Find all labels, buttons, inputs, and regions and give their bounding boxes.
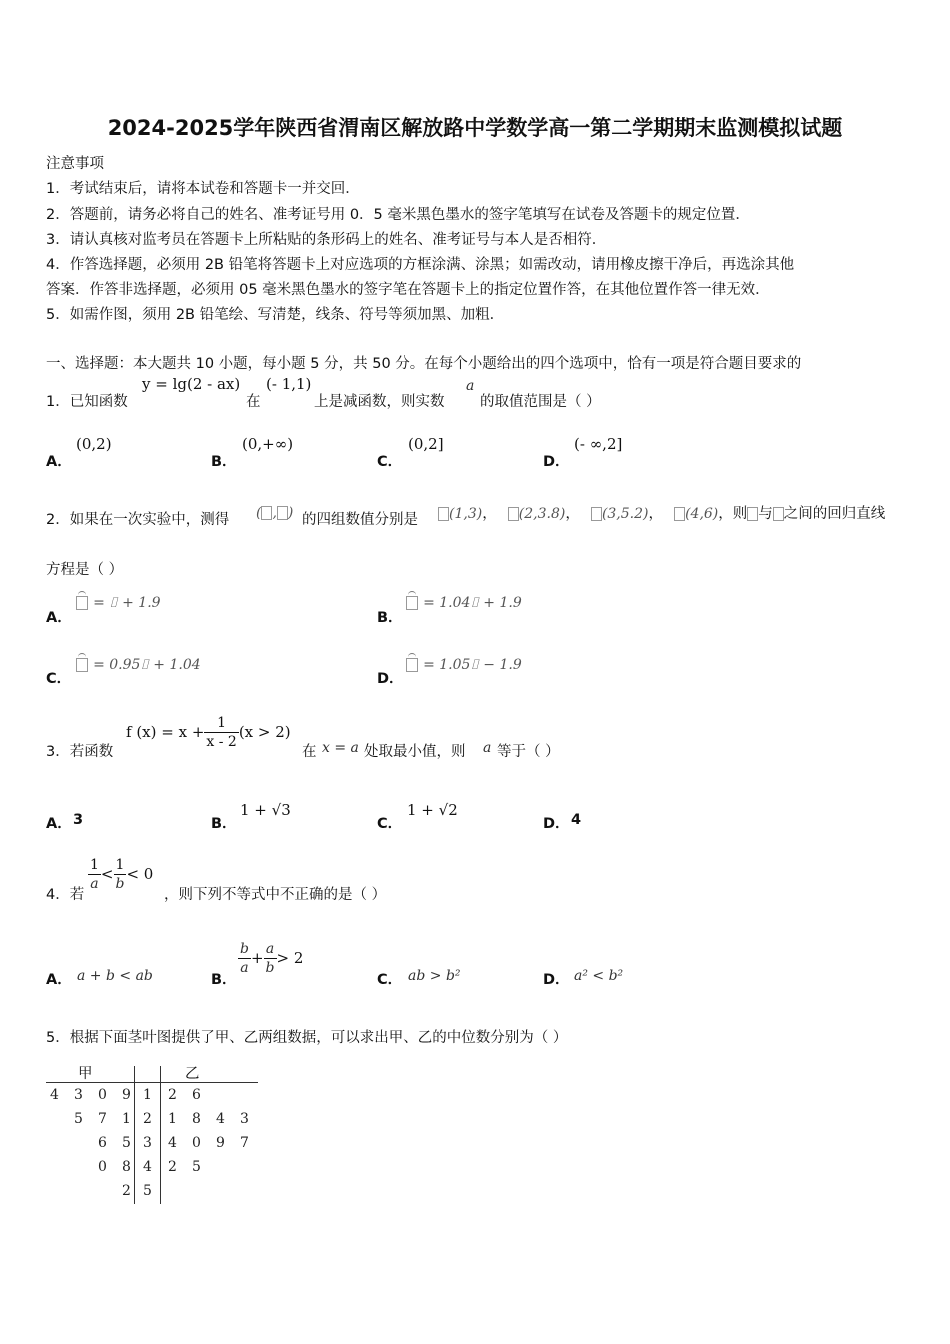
notice-item: 答案．作答非选择题，必须用 05 毫米黑色墨水的签字笔在答题卡上的指定位置作答，在其他位置作答一律无效． [46,282,770,298]
notice-item: 2．答题前，请务必将自己的姓名、准考证号用 0．5 毫米黑色墨水的签字笔填写在试卷及答题卡的规定位置． [46,207,750,223]
q1-option-a: (0,2) [76,435,112,453]
leaf-right: 2 [168,1159,177,1175]
q4-option-d: a² < b² [574,968,624,984]
q2-option-a-label: A． [46,610,72,626]
q1-prefix: 1．已知函数 [46,394,128,410]
q1-end: 的取值范围是（ ） [480,394,601,410]
leaf-right: 4 [168,1135,177,1151]
q1-option-d: (- ∞,2] [574,435,623,453]
plot-header-line [46,1082,258,1083]
q2-points: (1,3)， (2,3.8)， (3,5.2)， (4,6)，则 与 之间的回归直线 [438,502,885,523]
q2-option-a: = ⌷ + 1.9 [76,592,161,611]
q1-mid: 在 [246,394,261,410]
q1-option-b-label: B． [211,454,237,470]
stem: 3 [143,1135,152,1151]
q2-option-b: = 1.04⌷ + 1.9 [406,592,522,611]
leaf-right: 1 [168,1111,177,1127]
q1-option-b: (0,+∞) [242,435,294,453]
notice-heading: 注意事项 [46,156,104,172]
q3-mid: 在 [302,744,317,760]
q1-function: y = lg(2 - ax) [142,375,241,393]
q3-option-b: 1 + √3 [240,801,291,819]
q4-post: ，则下列不等式中不正确的是（ ） [164,887,387,903]
q2-option-b-label: B． [377,610,403,626]
q2-prefix: 2．如果在一次实验中，测得 [46,512,230,528]
q3-option-c: 1 + √2 [407,801,458,819]
stem: 4 [143,1159,152,1175]
q3-option-c-label: C． [377,816,403,832]
q1-option-c-label: C． [377,454,403,470]
q2-mid: 的四组数值分别是 [302,512,418,528]
leaf-right: 0 [192,1135,201,1151]
q1-option-c: (0,2] [408,435,444,453]
leaf-right: 2 [168,1087,177,1103]
plot-divider-left [134,1066,135,1204]
notice-item: 5．如需作图，须用 2B 铅笔绘、写清楚，线条、符号等须加黑、加粗． [46,307,505,323]
leaf-right: 3 [240,1111,249,1127]
q4-prefix: 4．若 [46,887,85,903]
leaf-right: 7 [240,1135,249,1151]
leaf-left: 3 [74,1087,83,1103]
q2-point-4: (4,6) [685,506,719,522]
q1-interval: (- 1,1) [266,375,312,393]
leaf-left: 1 [122,1111,131,1127]
q5-text: 5．根据下面茎叶图提供了甲、乙两组数据，可以求出甲、乙的中位数分别为（ ） [46,1030,568,1046]
q2-point-2: (2,3.8) [518,506,566,522]
q3-post: 处取最小值，则 [364,744,466,760]
q2-point-1: (1,3) [449,506,483,522]
leaf-right: 4 [216,1111,225,1127]
q3-var: a [483,740,492,756]
q4-option-c: ab > b² [408,968,461,984]
stem: 1 [143,1087,152,1103]
notice-item: 4．作答选择题，必须用 2B 铅笔将答题卡上对应选项的方框涂满、涂黑；如需改动，请用橡皮擦干净后，再选涂其他 [46,257,795,273]
leaf-left: 6 [98,1135,107,1151]
leaf-left: 9 [122,1087,131,1103]
q2-option-c: = 0.95⌷ + 1.04 [76,654,201,673]
leaf-left: 0 [98,1159,107,1175]
leaf-left: 2 [122,1183,131,1199]
q4-option-b-label: B． [211,972,237,988]
q4-option-a: a + b < ab [77,968,153,984]
leaf-right: 6 [192,1087,201,1103]
notice-item: 3．请认真核对监考员在答题卡上所粘贴的条形码上的姓名、准考证号与本人是否相符． [46,232,607,248]
leaf-left: 4 [50,1087,59,1103]
q3-option-d-label: D． [543,816,570,832]
leaf-left: 7 [98,1111,107,1127]
q2-line2: 方程是（ ） [46,562,124,578]
q3-end: 等于（ ） [497,744,560,760]
q3-prefix: 3．若函数 [46,744,114,760]
q4-option-a-label: A． [46,972,72,988]
leaf-right: 8 [192,1111,201,1127]
stem: 2 [143,1111,152,1127]
leaf-right: 5 [192,1159,201,1175]
q1-post: 上是减函数，则实数 [314,394,445,410]
q3-option-a: 3 [73,812,84,828]
notice-item: 1．考试结束后，请将本试卷和答题卡一并交回． [46,181,360,197]
section-heading: 一、选择题：本大题共 10 小题，每小题 5 分，共 50 分。在每个小题给出的四个选项中，恰有一项是符合题目要求的 [46,356,802,372]
q2-point-3: (3,5.2) [601,506,649,522]
q1-option-d-label: D． [543,454,570,470]
q3-option-a-label: A． [46,816,72,832]
q4-option-b: $\frac{b}{a}$ + $\frac{a}{b}$ > 2 [240,941,304,976]
q4-condition: $\frac{1}{a}$ < $\frac{1}{b}$ < 0 [90,857,154,892]
q3-option-b-label: B． [211,816,237,832]
leaf-left: 0 [98,1087,107,1103]
leaf-right: 9 [216,1135,225,1151]
stem: 5 [143,1183,152,1199]
leaf-left: 8 [122,1159,131,1175]
leaf-left: 5 [122,1135,131,1151]
q4-option-c-label: C． [377,972,403,988]
plot-divider-right [160,1066,161,1204]
plot-header-right: 乙 [185,1066,200,1082]
q1-var: a [466,378,475,394]
q2-option-d-label: D． [377,671,404,687]
q2-xy-pair: ( , ) [256,505,294,521]
q2-option-d: = 1.05⌷ − 1.9 [406,654,522,673]
q3-option-d: 4 [571,812,582,828]
plot-header-left: 甲 [78,1066,93,1082]
page-title: 2024-2025学年陕西省渭南区解放路中学数学高一第二学期期末监测模拟试题 [107,116,843,140]
q3-at: x = a [322,740,359,756]
q3-function: f (x) = x + $\frac{1}{x - 2}$ (x > 2) [126,715,291,750]
q1-option-a-label: A． [46,454,72,470]
q4-option-d-label: D． [543,972,570,988]
leaf-left: 5 [74,1111,83,1127]
q2-option-c-label: C． [46,671,72,687]
